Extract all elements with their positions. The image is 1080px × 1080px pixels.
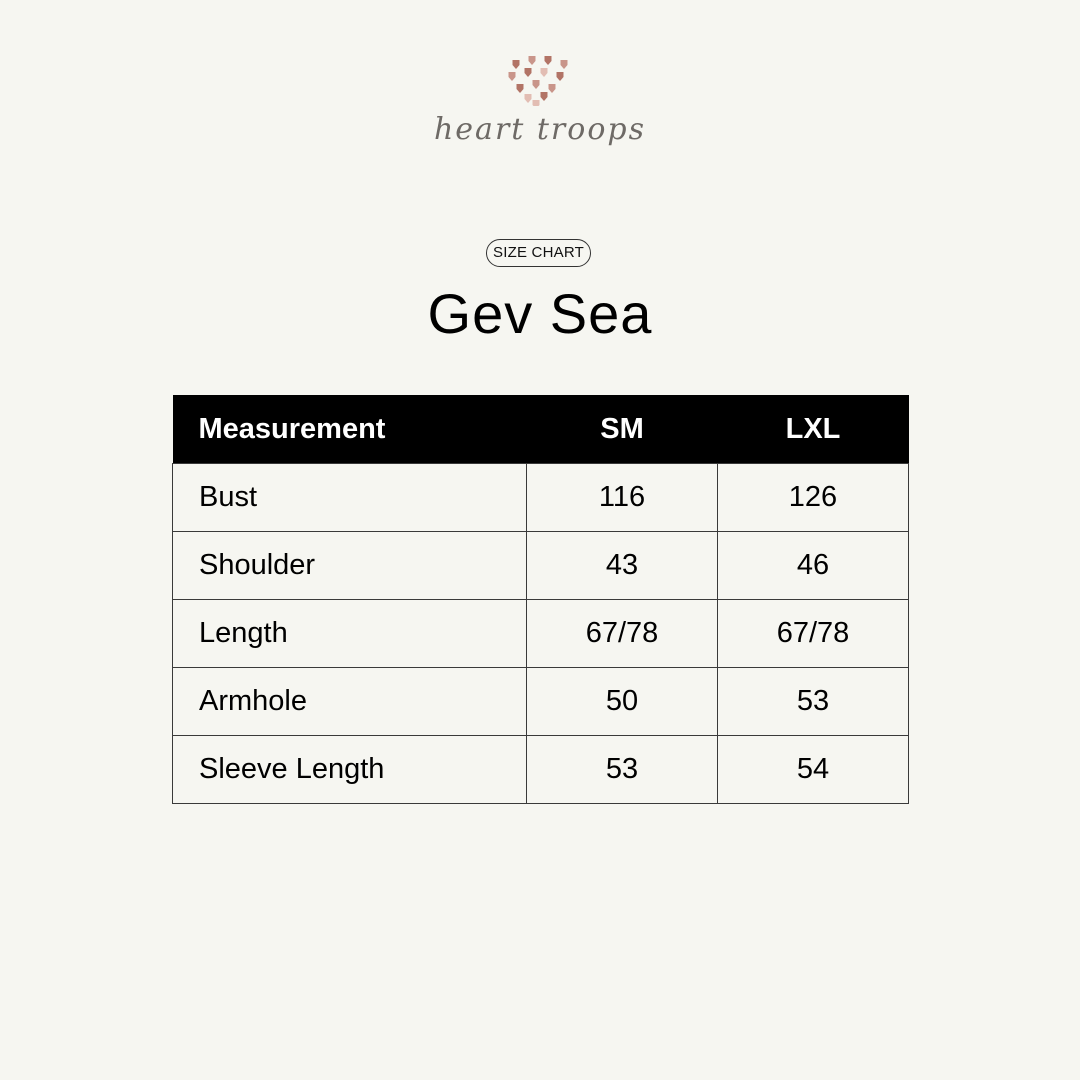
logo-shape	[509, 72, 516, 81]
cell-sm: 67/78	[527, 600, 718, 668]
logo-shape	[517, 84, 524, 93]
cell-lxl: 46	[718, 532, 909, 600]
table-row	[173, 532, 909, 600]
logo-shape	[561, 60, 568, 69]
cell-lxl: 53	[718, 668, 909, 736]
logo-shape	[533, 80, 540, 89]
logo-shape	[557, 72, 564, 81]
logo-shape	[513, 60, 520, 69]
cell-sm: 43	[527, 532, 718, 600]
header-lxl: LXL	[718, 395, 909, 464]
logo-shape	[541, 92, 548, 101]
row-label: Shoulder	[173, 532, 527, 600]
logo-shape	[545, 56, 552, 65]
table-header-row	[173, 395, 909, 464]
table-row	[173, 600, 909, 668]
table-row	[173, 668, 909, 736]
logo-shape	[549, 84, 556, 93]
size-table	[172, 395, 909, 804]
logo-shape	[541, 68, 548, 77]
logo-shape	[525, 68, 532, 77]
page-title: Gev Sea	[427, 282, 653, 345]
row-label: Length	[173, 600, 527, 668]
header-sm: SM	[527, 395, 718, 464]
table-row	[173, 464, 909, 532]
header-measurement: Measurement	[173, 395, 527, 464]
cell-lxl: 54	[718, 736, 909, 804]
row-label: Sleeve Length	[173, 736, 527, 804]
cell-lxl: 126	[718, 464, 909, 532]
row-label: Bust	[173, 464, 527, 532]
cell-sm: 50	[527, 668, 718, 736]
brand-name: heart troops	[433, 112, 646, 147]
logo-shape	[525, 94, 532, 103]
heart-pattern-icon	[508, 54, 572, 106]
logo-shape	[529, 56, 536, 65]
cell-sm: 116	[527, 464, 718, 532]
cell-sm: 53	[527, 736, 718, 804]
size-chart-badge: SIZE CHART	[486, 239, 591, 267]
table-row	[173, 736, 909, 804]
row-label: Armhole	[173, 668, 527, 736]
cell-lxl: 67/78	[718, 600, 909, 668]
logo-shape	[533, 100, 540, 106]
brand-logo	[0, 54, 1080, 147]
